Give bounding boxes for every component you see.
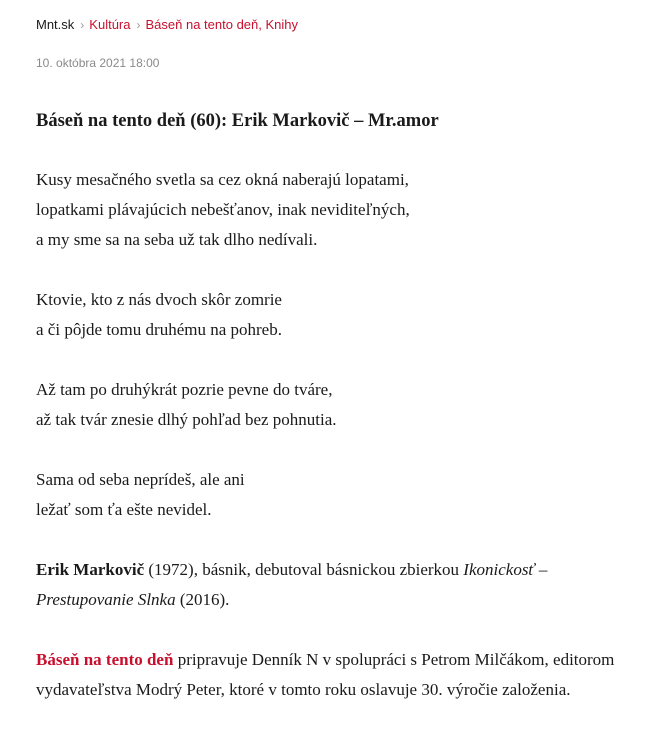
poem-stanza <box>36 285 626 345</box>
poem-line: a či pôjde tomu druhému na pohreb. <box>36 320 282 339</box>
poem-line: Kusy mesačného svetla sa cez okná naberajú lopatami, <box>36 170 409 189</box>
poem-line: a my sme sa na seba už tak dlho nedívali. <box>36 230 318 249</box>
series-link[interactable]: Báseň na tento deň <box>36 650 174 669</box>
series-note <box>36 645 626 705</box>
poem-stanza <box>36 375 626 435</box>
book-title: Ikonickosť – Prestupovanie Slnka <box>36 560 548 609</box>
poem-stanza <box>36 465 626 525</box>
breadcrumb-item-basen-knihy[interactable]: Báseň na tento deň, Knihy <box>145 17 299 32</box>
poem-stanza <box>36 165 626 255</box>
article-body <box>36 165 626 735</box>
bio-text: (1972), básnik, debutoval básnickou zbierkou <box>144 560 464 579</box>
article-title: Báseň na tento deň (60): Erik Markovič – Mr.amor <box>36 111 439 131</box>
author-bio <box>36 555 626 615</box>
bio-year: (2016). <box>175 590 230 609</box>
breadcrumb <box>36 16 298 34</box>
poem-line: Až tam po druhýkrát pozrie pevne do tváre, <box>36 380 333 399</box>
poem-line: Ktovie, kto z nás dvoch skôr zomrie <box>36 290 282 309</box>
poem-line: ležať som ťa ešte nevidel. <box>36 500 212 519</box>
chevron-right-icon: › <box>80 18 85 32</box>
chevron-right-icon: › <box>136 18 141 32</box>
series-note-text: pripravuje Denník N v spolupráci s Petrom Milčákom, editorom vydavateľstva Modrý Peter, ktoré v tomto roku oslavuje 30. výročie založenia. <box>36 650 615 699</box>
poem-line: Sama od seba neprídeš, ale ani <box>36 470 245 489</box>
author-name: Erik Markovič <box>36 560 145 579</box>
publish-date: 10. októbra 2021 18:00 <box>36 56 160 70</box>
poem-line: lopatkami plávajúcich nebešťanov, inak neviditeľných, <box>36 200 410 219</box>
breadcrumb-item-kultura[interactable]: Kultúra <box>89 17 131 32</box>
breadcrumb-home-link[interactable]: Mnt.sk <box>36 17 75 32</box>
poem-line: až tak tvár znesie dlhý pohľad bez pohnutia. <box>36 410 337 429</box>
